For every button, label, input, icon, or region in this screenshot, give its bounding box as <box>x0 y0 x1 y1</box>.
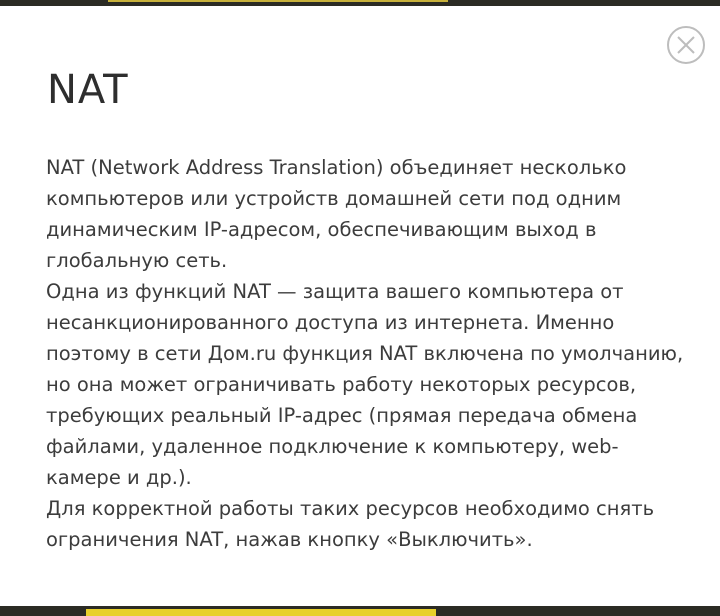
paragraph-function: Одна из функций NAT — защита вашего компьютера от несанкционированного доступа из интернета. Именно поэтому в сети Дом.ru функция NAT включена по умолчанию, но она может ограничивать работу некоторых ресурсов, требующих реальный IP-адрес (прямая передача обмена файлами, удаленное подключение к компьютеру, web-камере и др.). <box>46 280 684 489</box>
modal-title: NAT <box>47 67 129 113</box>
backdrop-strip <box>108 0 448 2</box>
backdrop-bottom <box>0 606 720 616</box>
modal-body <box>46 152 686 555</box>
close-button[interactable] <box>666 25 706 65</box>
underlying-button-peek <box>86 609 436 616</box>
nat-info-modal <box>0 6 720 606</box>
paragraph-description: NAT (Network Address Translation) объединяет несколько компьютеров или устройств домашней сети под одним динамическим IP-адресом, обеспечивающим выход в глобальную сеть. <box>46 156 627 272</box>
close-circle-icon[interactable] <box>666 25 706 65</box>
paragraph-instruction: Для корректной работы таких ресурсов необходимо снять ограничения NAT, нажав кнопку «Выключить». <box>46 497 655 551</box>
